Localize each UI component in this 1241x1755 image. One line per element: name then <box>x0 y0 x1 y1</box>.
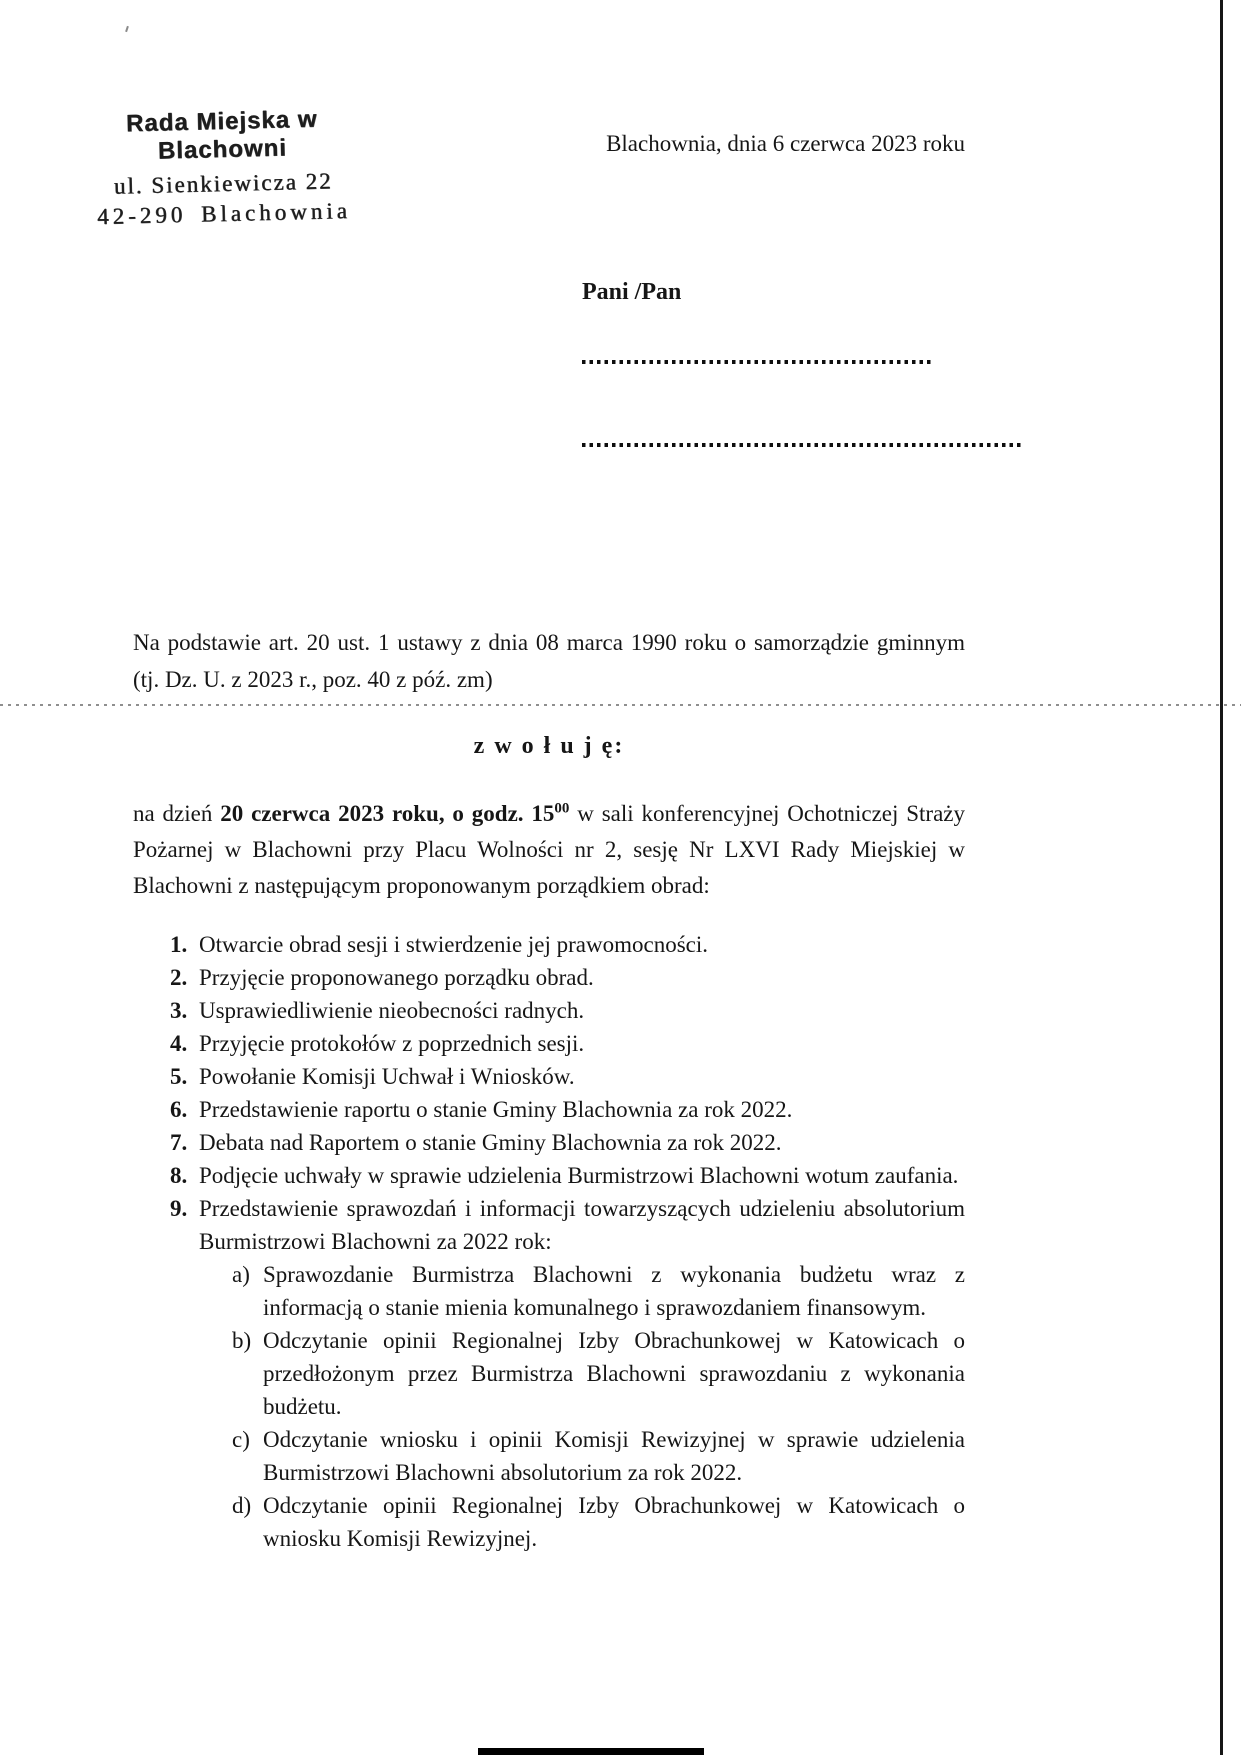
agenda-item-7 <box>170 1126 965 1159</box>
agenda-item-1 <box>170 928 965 961</box>
subitem-letter: b) <box>232 1328 252 1353</box>
agenda-item-text: Podjęcie uchwały w sprawie udzielenia Burmistrzowi Blachowni wotum zaufania. <box>199 1163 959 1188</box>
stamp-street: ul. Sienkiewicza 22 <box>113 168 334 199</box>
stamp-org-name: Rada Miejska w Blachowni <box>125 105 318 165</box>
agenda-item-number: 2. <box>170 965 188 990</box>
agenda-item-number: 3. <box>170 998 188 1023</box>
convocation-prefix: na dzień <box>133 801 221 826</box>
agenda-item-number: 5. <box>170 1064 188 1089</box>
convocation-minutes-superscript: 00 <box>554 800 570 817</box>
addressee-label: Pani /Pan <box>582 279 682 305</box>
subitem-text: Odczytanie wniosku i opinii Komisji Rewizyjnej w sprawie udzielenia Burmistrzowi Blachowni absolutorium za rok 2022. <box>263 1427 965 1485</box>
agenda-item-text: Powołanie Komisji Uchwał i Wniosków. <box>199 1064 575 1089</box>
subitem-text: Odczytanie opinii Regionalnej Izby Obrachunkowej w Katowicach o przedłożonym przez Burmistrza Blachowni sprawozdaniu z wykonania budżetu. <box>263 1328 965 1419</box>
subitem-text: Sprawozdanie Burmistrza Blachowni z wykonania budżetu wraz z informacją o stanie mienia komunalnego i sprawozdaniem finansowym. <box>263 1262 965 1320</box>
agenda-item-number: 9. <box>170 1196 188 1221</box>
agenda-item-6 <box>170 1093 965 1126</box>
subitem-letter: c) <box>232 1427 250 1452</box>
agenda-item-text: Przedstawienie raportu o stanie Gminy Blachownia za rok 2022. <box>199 1097 793 1122</box>
agenda-item-number: 4. <box>170 1031 188 1056</box>
scan-artifact-mark <box>125 26 129 32</box>
stamp-city: 42-290 Blachownia <box>96 197 352 230</box>
agenda-item-text: Usprawiedliwienie nieobecności radnych. <box>199 998 585 1023</box>
sender-stamp <box>77 104 370 230</box>
convocation-paragraph <box>133 796 965 904</box>
convocation-date-time: 20 czerwca 2023 roku, o godz. 15 <box>220 801 555 826</box>
separator-dotted-line <box>0 704 1241 706</box>
agenda-item-8 <box>170 1159 965 1192</box>
addressee-dotted-line-1 <box>582 360 934 364</box>
agenda-subitem-d <box>232 1489 965 1555</box>
agenda-item-9 <box>170 1192 965 1258</box>
addressee-dotted-line-2 <box>582 443 1023 447</box>
agenda-list <box>170 928 965 1555</box>
scan-artifact-bar <box>478 1748 704 1755</box>
scan-page-edge-line <box>1220 0 1223 1755</box>
agenda-item-number: 1. <box>170 932 188 957</box>
agenda-subitem-c <box>232 1423 965 1489</box>
agenda-item-2 <box>170 961 965 994</box>
agenda-item-text: Przedstawienie sprawozdań i informacji towarzyszących udzieleniu absolutorium Burmistrzowi Blachowni za 2022 rok: <box>199 1196 965 1254</box>
convocation-rest: w sali konferencyjnej Ochotniczej Straży Pożarnej w Blachowni przy Placu Wolności nr 2, sesję Nr LXVI Rady Miejskiej w Blachowni z następującym proponowanym porządkiem obrad: <box>133 801 966 898</box>
agenda-item-text: Przyjęcie protokołów z poprzednich sesji. <box>199 1031 585 1056</box>
agenda-item-text: Przyjęcie proponowanego porządku obrad. <box>199 965 594 990</box>
subitem-letter: d) <box>232 1493 252 1518</box>
subitem-letter: a) <box>232 1262 250 1287</box>
agenda-item-text: Debata nad Raportem o stanie Gminy Blachownia za rok 2022. <box>199 1130 782 1155</box>
agenda-subitem-b <box>232 1324 965 1423</box>
agenda-item-text: Otwarcie obrad sesji i stwierdzenie jej prawomocności. <box>199 932 709 957</box>
legal-basis-paragraph: Na podstawie art. 20 ust. 1 ustawy z dnia 08 marca 1990 roku o samorządzie gminnym (tj. Dz. U. z 2023 r., poz. 40 z póź. zm) <box>133 630 965 692</box>
agenda-item-number: 7. <box>170 1130 188 1155</box>
agenda-item-5 <box>170 1060 965 1093</box>
agenda-item-number: 8. <box>170 1163 188 1188</box>
subitem-text: Odczytanie opinii Regionalnej Izby Obrachunkowej w Katowicach o wniosku Komisji Rewizyjnej. <box>263 1493 965 1551</box>
dateline: Blachownia, dnia 6 czerwca 2023 roku <box>606 131 965 156</box>
agenda-item-3 <box>170 994 965 1027</box>
agenda-subitem-a <box>232 1258 965 1324</box>
convene-heading: z w o ł u j ę: <box>473 733 625 759</box>
agenda-item-4 <box>170 1027 965 1060</box>
agenda-item-number: 6. <box>170 1097 188 1122</box>
